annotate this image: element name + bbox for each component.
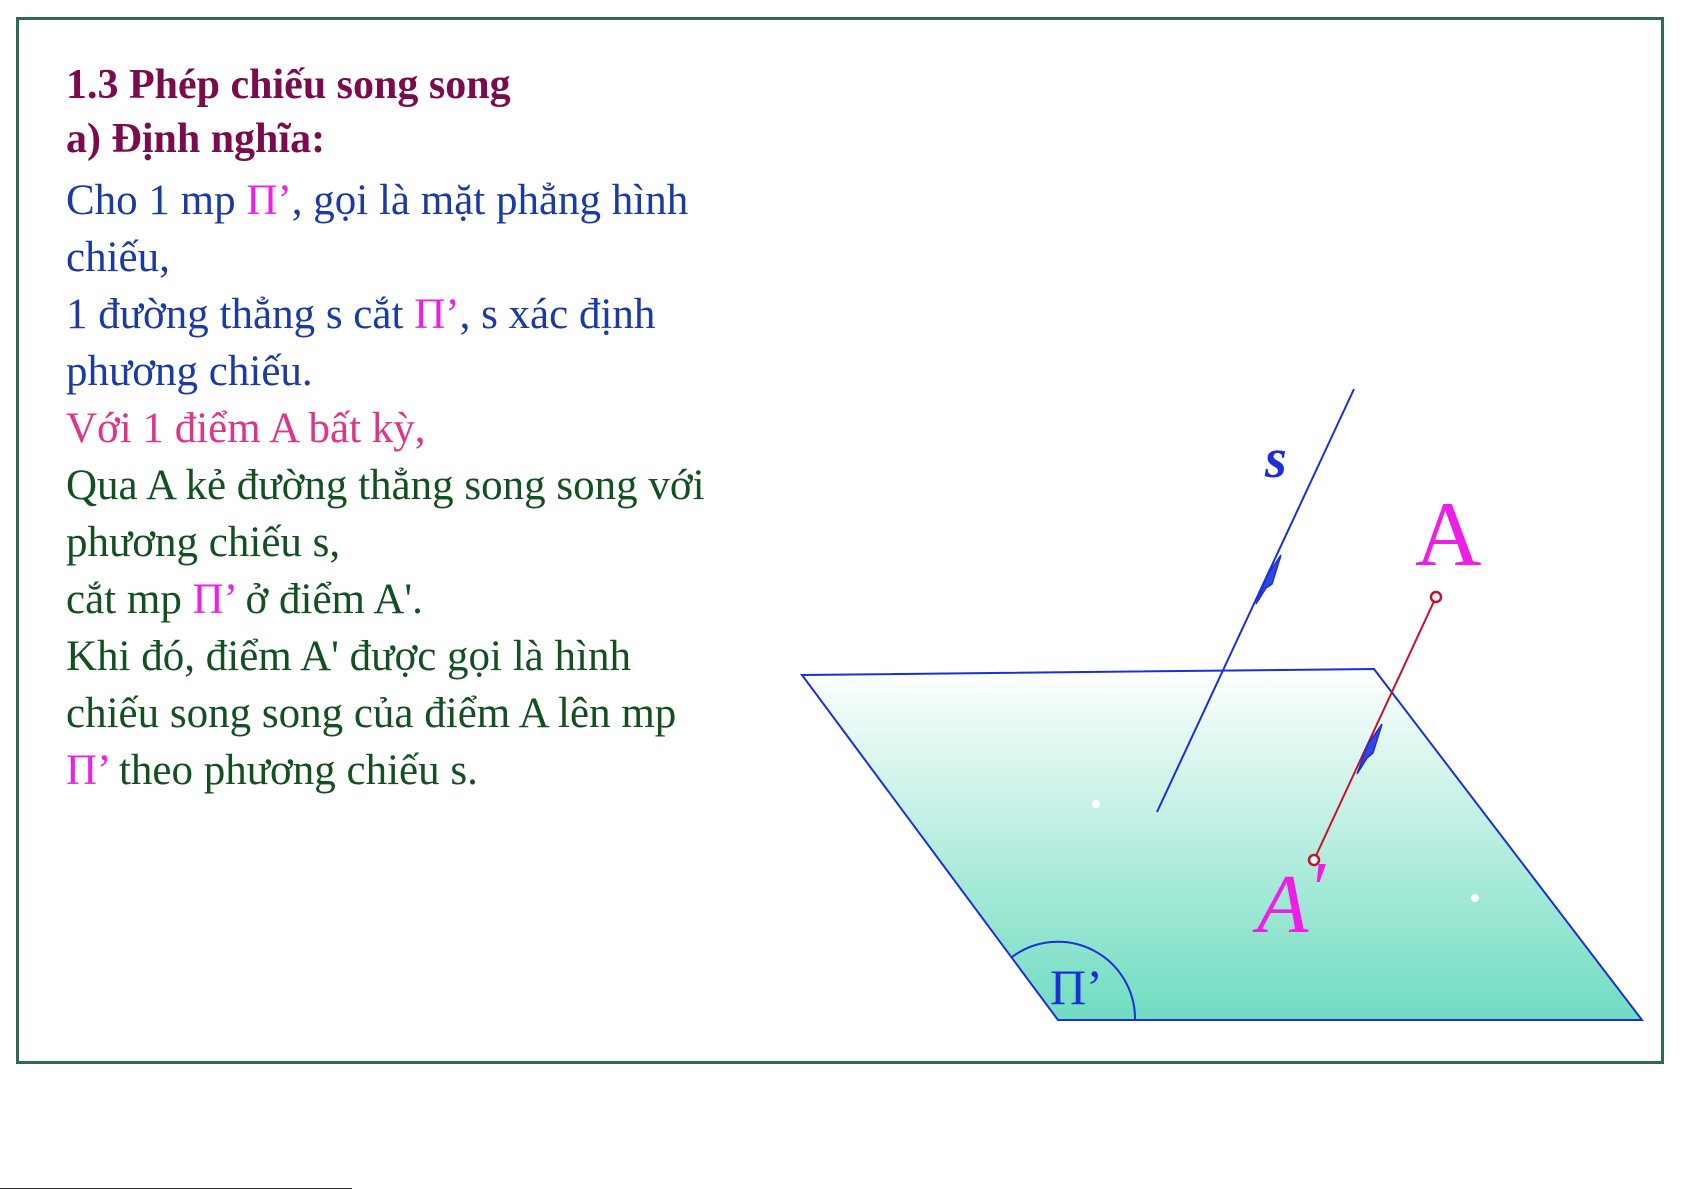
plane-dot [1092, 800, 1100, 808]
plane-symbol: Π’ [66, 747, 109, 794]
definition-paragraph-construction: Qua A kẻ đường thẳng song song với phương chiếu s, [66, 462, 705, 566]
label-A-prime-mark: ′ [1308, 847, 1325, 931]
plane-symbol: Π’ [192, 576, 235, 623]
plane-dot [1471, 894, 1479, 902]
label-A: A [1415, 483, 1482, 585]
label-plane: Π’ [1050, 959, 1103, 1015]
section-title: 1.3 Phép chiếu song song [66, 62, 511, 108]
direction-arrow-s [1256, 555, 1281, 604]
paragraph-text: Khi đó, điểm A' được gọi là hình chiếu song song của điểm A lên mp [66, 633, 677, 737]
definition-paragraph-point: Với 1 điểm A bất kỳ, [66, 405, 426, 452]
paragraph-text: ở điểm A'. [234, 576, 423, 623]
projection-plane [802, 669, 1642, 1020]
plane-symbol: Π’ [246, 177, 292, 224]
paragraph-text: cắt mp [66, 576, 193, 623]
paragraph-text: , s xác định phương chiếu. [66, 291, 656, 395]
point-A [1431, 592, 1441, 602]
footnote-rule [0, 1188, 352, 1189]
label-A-prime-letter: A [1257, 858, 1309, 951]
subsection-title: a) Định nghĩa: [66, 116, 326, 162]
paragraph-text: 1 đường thẳng s cắt [66, 291, 415, 338]
plane-symbol: Π’ [414, 291, 460, 338]
paragraph-text: theo phương chiếu s. [108, 747, 478, 794]
paragraph-text: Cho 1 mp [66, 177, 247, 224]
label-s: s [1265, 428, 1287, 490]
paragraph-text: , gọi là mặt phẳng hình chiếu, [66, 177, 689, 281]
